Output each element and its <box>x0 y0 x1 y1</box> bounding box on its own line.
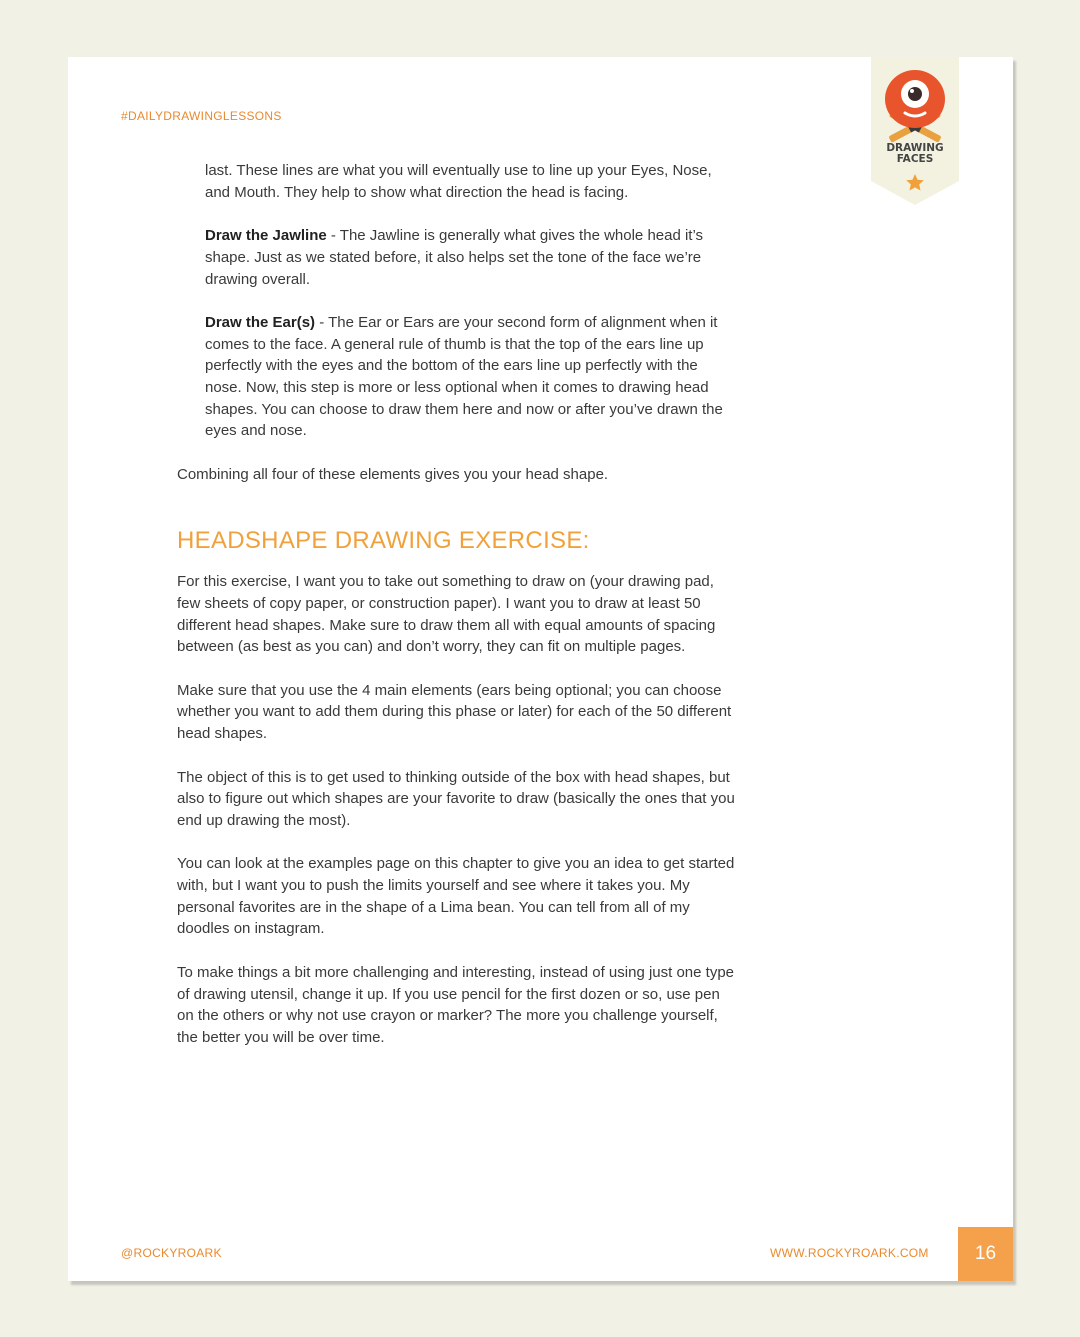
mascot-icon <box>885 70 945 128</box>
step-ears <box>205 312 737 442</box>
badge-title-line1: DRAWING <box>886 142 944 154</box>
exercise-paragraph-1: For this exercise, I want you to take out something to draw on (your drawing pad, few sheets of copy paper, or construction paper). I want you to draw at least 50 different head shapes. Make sure to draw them all with equal amounts of spacing between (as best as you can) and don’t worry, they can fit on multiple pages. <box>177 573 716 656</box>
exercise-paragraph-5: To make things a bit more challenging and interesting, instead of using just one type of drawing utensil, change it up. If you use pencil for the first dozen or so, use pen on the others or why not use crayon or marker? The more you challenge yourself, the better you will be over time. <box>177 963 735 1046</box>
badge-ribbon <box>871 57 959 205</box>
exercise-paragraph-4: You can look at the examples page on this chapter to give you an idea to get started with, but I want you to push the limits yourself and see where it takes you. My personal favorites are in the shape of a Lima bean. You can tell from all of my doodles on instagram. <box>177 855 735 938</box>
step-jawline-term: Draw the Jawline <box>205 227 327 245</box>
step-ears-term: Draw the Ear(s) <box>205 313 316 331</box>
body-content <box>177 160 737 1070</box>
badge-title-line2: FACES <box>896 153 934 165</box>
exercise-heading: HEADSHAPE DRAWING EXERCISE: <box>177 526 590 554</box>
step-jawline-text: - The Jawline is generally what gives the whole head it’s shape. Just as we stated before, it also helps set the tone of the face we’re drawing overall. <box>205 227 704 288</box>
exercise-paragraph-2: Make sure that you use the 4 main elements (ears being optional; you can choose whether you want to add them during this phase or later) for each of the 50 different head shapes. <box>177 681 732 743</box>
document-page <box>68 57 1013 1281</box>
steps-list <box>177 160 737 442</box>
chapter-badge <box>871 57 959 205</box>
step-ears-text: - The Ear or Ears are your second form of alignment when it comes to the face. A general rule of thumb is that the top of the ears line up perfectly with the eyes and the bottom of the ears line up perfectly with the nose. Now, this step is more or less optional when it comes to drawing head shapes. You can choose to draw them here and now or after you’ve drawn the eyes and nose. <box>205 313 723 440</box>
combining-paragraph: Combining all four of these elements gives you your head shape. <box>177 465 609 483</box>
page-number: 16 <box>958 1227 1013 1281</box>
footer-website: WWW.ROCKYROARK.COM <box>770 1246 929 1260</box>
footer-handle: @ROCKYROARK <box>121 1246 222 1260</box>
guidelines-continuation: last. These lines are what you will eventually use to line up your Eyes, Nose, and Mouth. They help to show what direction the head is facing. <box>205 162 712 201</box>
exercise-paragraph-3: The object of this is to get used to thinking outside of the box with head shapes, but also to figure out which shapes are your favorite to draw (basically the ones that you end up drawing the most). <box>177 768 735 829</box>
header-hashtag: #DAILYDRAWINGLESSONS <box>121 109 282 123</box>
step-jawline <box>205 225 737 290</box>
